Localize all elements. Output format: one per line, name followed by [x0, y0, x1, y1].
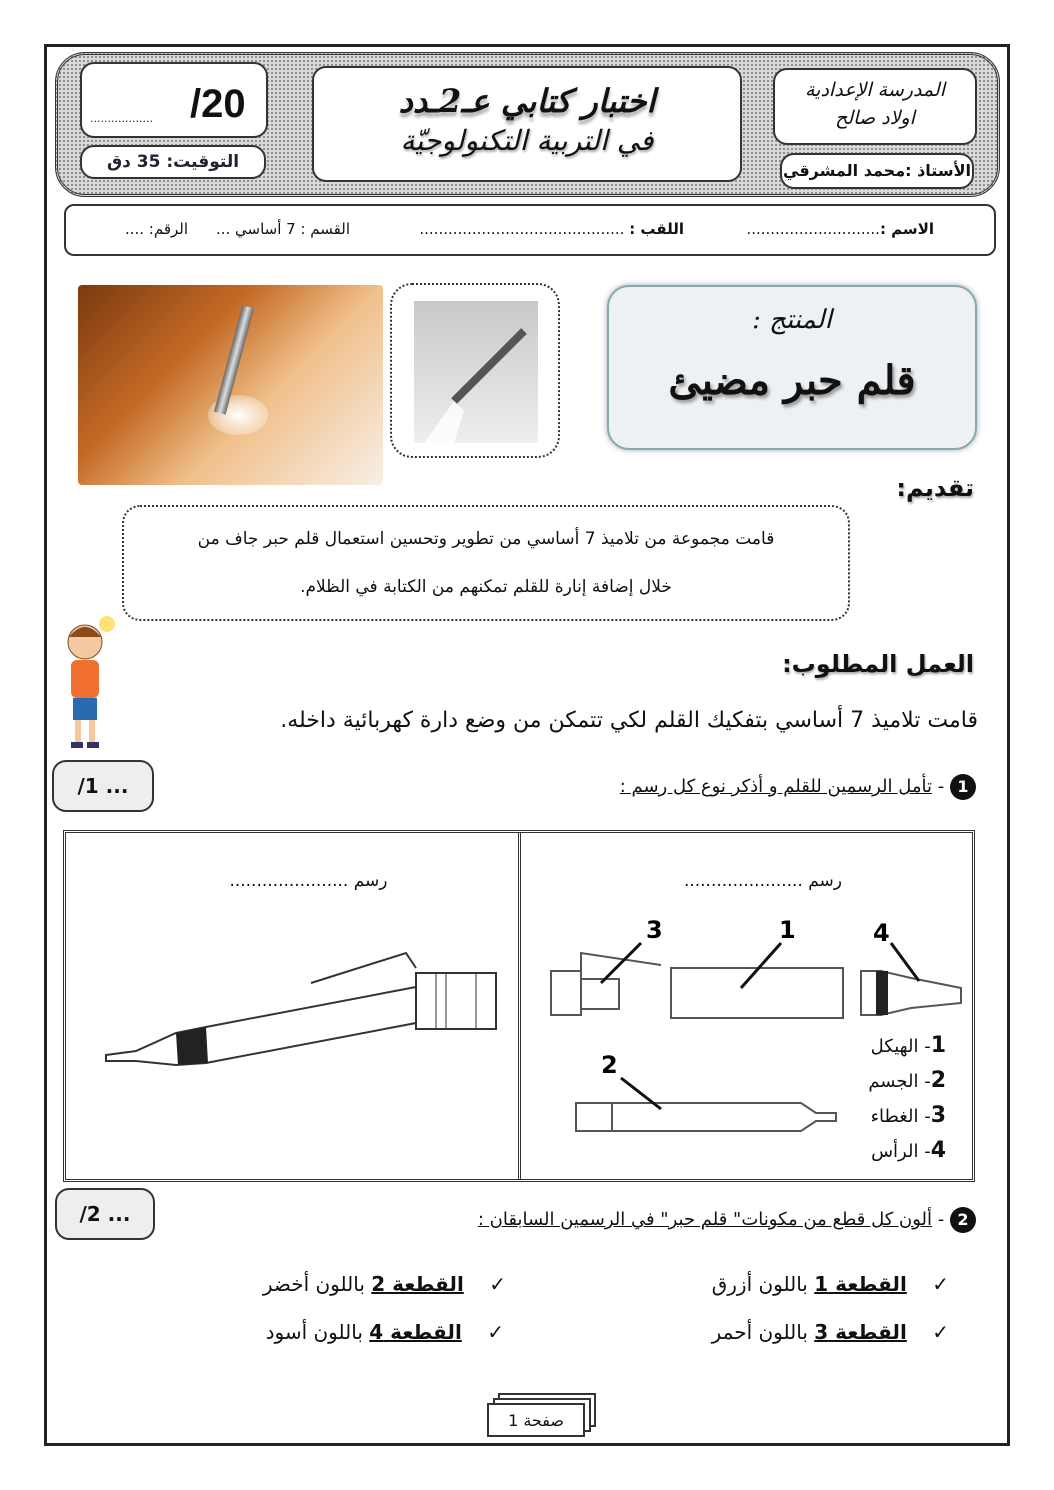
callout-1: 1: [778, 916, 796, 944]
product-box: المنتج : قلم حبر مضيئ: [607, 285, 977, 450]
assembled-pen-drawing-cell: رسم ......................: [66, 833, 518, 1179]
q2-number-badge: 2: [950, 1207, 976, 1233]
student-info: [64, 204, 996, 256]
intro-box: قامت مجموعة من تلاميذ 7 أساسي من تطوير وتحسين استعمال قلم حبر جاف من خلال إضافة إنارة للقلم تمكنهم من الكتابة في الظلام.: [122, 505, 850, 621]
callout-2: 2: [600, 1051, 618, 1079]
parts-legend: [868, 1029, 946, 1169]
exam-title: اختبار كتابي عـ2ـدد في التربية التكنولوجيّة: [312, 66, 742, 182]
task-sentence: قامت تلاميذ 7 أساسي بتفكيك القلم لكي تتمكن من وضع دارة كهربائية داخله.: [280, 708, 978, 733]
q1-score-box: /1 ...: [52, 760, 154, 812]
color-item-1: ✓ القطعة 1 باللون أزرق: [711, 1272, 949, 1296]
surname-field[interactable]: اللقب : ...........................................: [419, 220, 684, 238]
q2-score-box: /2 ...: [55, 1188, 155, 1240]
duration-box: التوقيت: 35 دق: [80, 145, 266, 179]
legend-item: 4- الرأس: [871, 1138, 946, 1163]
class-field[interactable]: القسم : 7 أساسي ...: [215, 220, 350, 238]
light-pen-icon: [414, 301, 538, 443]
color-item-2: ✓ القطعة 2 باللون أخضر: [262, 1272, 506, 1296]
q1-number-badge: 1: [950, 774, 976, 800]
task-heading: العمل المطلوب:: [782, 650, 974, 678]
name-field[interactable]: الاسم :............................: [746, 220, 934, 238]
child-thinking-icon: [55, 612, 125, 752]
school-box: المدرسة الإعدادية اولاد صالح: [773, 68, 977, 145]
callout-4: 4: [872, 919, 890, 947]
legend-item: 2- الجسم: [868, 1068, 946, 1093]
legend-item: 3- الغطاء: [870, 1103, 946, 1128]
exploded-pen-drawing-cell: رسم ...................... 3 1 4 2 1- الهيكل 2- الجسم 3- الغطاء 4- الرأس: [518, 833, 973, 1179]
page-number: صفحة 1: [487, 1403, 585, 1437]
score-box: .................. /20: [80, 62, 268, 138]
q1-question: 1 - تأمل الرسمين للقلم و أذكر نوع كل رسم :: [620, 774, 976, 800]
callout-3: 3: [645, 916, 663, 944]
drawings-table: [63, 830, 975, 1182]
color-item-3: ✓ القطعة 3 باللون أحمر: [711, 1320, 949, 1344]
intro-heading: تقديم:: [896, 474, 974, 502]
color-item-4: ✓ القطعة 4 باللون أسود: [265, 1320, 504, 1344]
hand-writing-photo: [78, 285, 383, 485]
assembled-pen-drawing: [96, 943, 516, 1073]
number-field[interactable]: الرقم: ....: [124, 220, 188, 238]
legend-item: 1- الهيكل: [870, 1033, 946, 1058]
pen-zoom-bubble: [390, 283, 560, 458]
q2-question: 2 - ألون كل قطع من مكونات" قلم حبر" في الرسمين السابقان :: [478, 1207, 976, 1233]
teacher-box: الأستاذ :محمد المشرقي: [780, 153, 974, 189]
